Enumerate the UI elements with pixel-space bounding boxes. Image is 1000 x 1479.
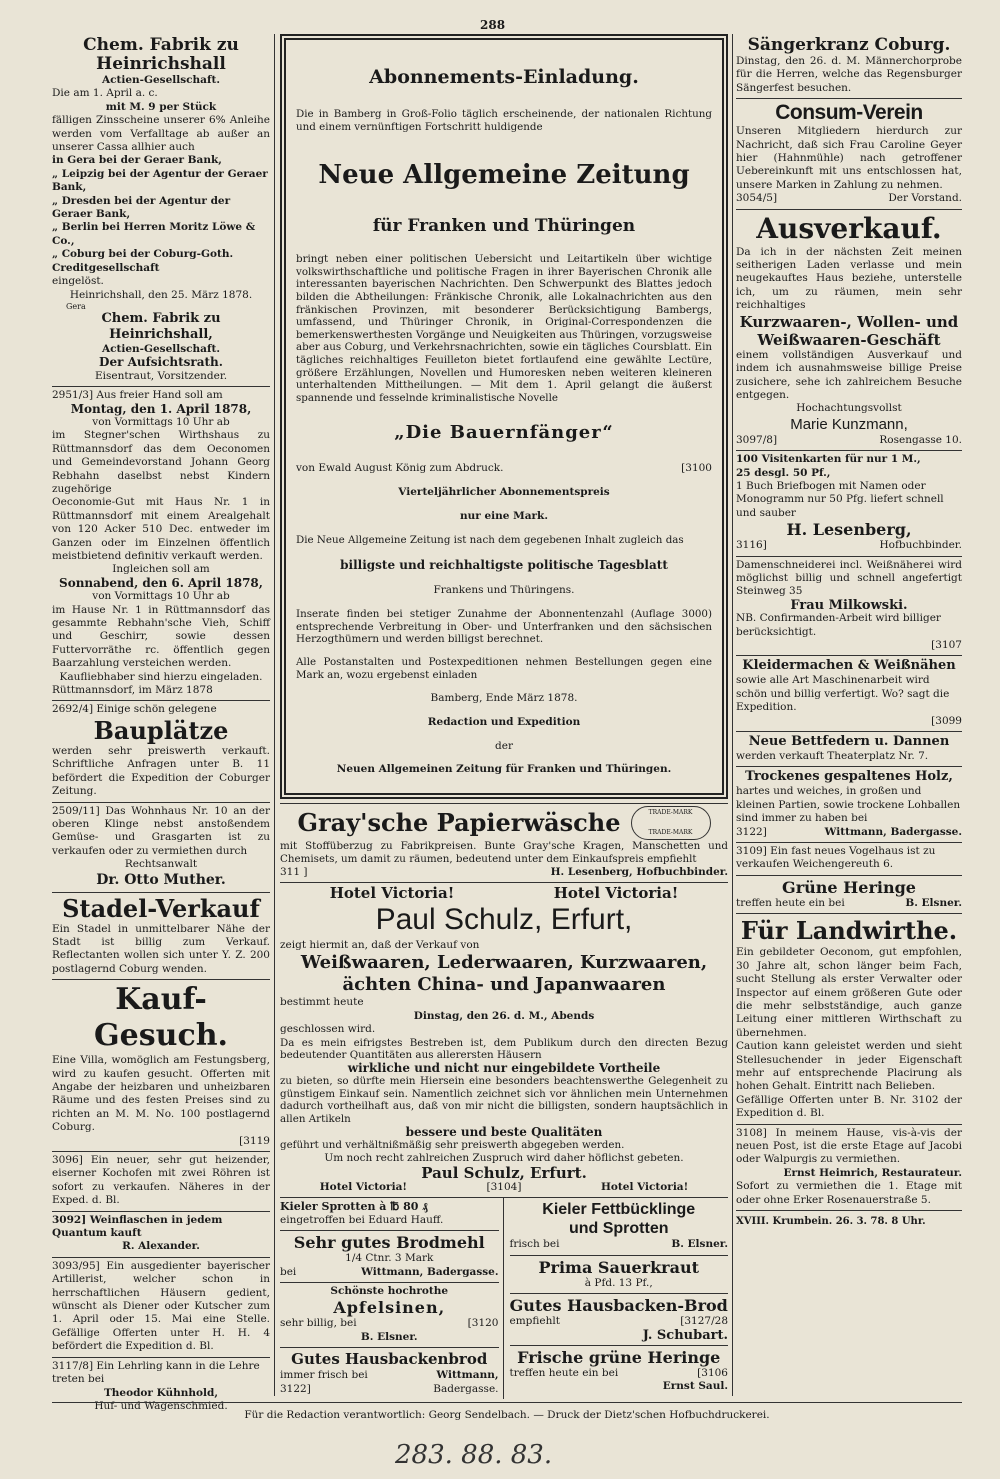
- novel-title: „Die Bauernfänger“: [394, 422, 614, 444]
- ad-text: eingelöst.: [52, 275, 104, 288]
- ad-sauerkraut: [510, 1256, 729, 1294]
- ad-signature: Frau Milkowski.: [790, 597, 908, 613]
- ad-signature: Marie Kunzmann,: [790, 415, 908, 433]
- ad-goods: ächten China- und Japanwaaren: [342, 974, 666, 996]
- ad-line: [280, 1383, 499, 1396]
- ad-line: [296, 462, 712, 475]
- ad-title: Chem. Fabrik zu Heinrichshall: [83, 35, 239, 74]
- ad-text: Kieler Sprotten à ℔ 80 ₰: [280, 1200, 428, 1214]
- ad-text: billigste und reichhaltigste politische Tagesblatt: [340, 557, 668, 572]
- ad-text: hartes und weiches, in großen und kleinen Partien, sowie trockene Lohballen sind immer zu haben bei: [736, 785, 961, 825]
- ad-text: Heinrichshall, den 25. März 1878.: [69, 288, 253, 301]
- ad-text: Vierteljährlicher Abonnementspreis: [398, 486, 610, 499]
- ad-fettbuecklinge: [510, 1198, 729, 1255]
- ad-line: [280, 866, 728, 879]
- ad-title: Hotel Victoria!: [553, 883, 679, 902]
- ad-line: [736, 192, 962, 205]
- ad-signature: Ernst Heimrich, Restaurateur.: [783, 1166, 962, 1179]
- ad-title: Für Landwirthe.: [740, 916, 958, 946]
- ad-number: [3106: [697, 1366, 728, 1379]
- ad-title: Sängerkranz Coburg.: [747, 35, 951, 55]
- ad-text: Rechtsanwalt: [124, 858, 198, 871]
- ad-signature: B. Elsner.: [671, 1238, 728, 1251]
- merchant-name: Paul Schulz, Erfurt,: [375, 902, 633, 936]
- small-ads-right: [504, 1198, 729, 1399]
- ad-text: Da ich in der nächsten Zeit meinen seitherigen Laden verlasse und mein neugekauftes Haus beziehe, unterstelle ich, um zu räumen, mein sehr reichhaltiges: [736, 245, 962, 312]
- ad-text: 3092] Weinflaschen in jedem Quantum kauft: [52, 1213, 223, 1240]
- ad-text: Rosengasse 10.: [879, 433, 962, 446]
- ad-text: 3109] Ein fast neues Vogelhaus ist zu verkaufen Weichengereuth 6.: [736, 845, 936, 871]
- ad-title: Prima Sauerkraut: [538, 1257, 699, 1277]
- ad-text: Dr. Otto Muther.: [96, 871, 226, 888]
- ad-stadel: [52, 893, 270, 981]
- column-right: [736, 34, 962, 1396]
- ad-kieler-sprotten: [280, 1198, 499, 1231]
- ad-number: [3120: [467, 1317, 499, 1330]
- ad-number: 3122]: [280, 1382, 311, 1395]
- ad-title: und Sprotten: [568, 1220, 669, 1238]
- ad-text: treffen heute ein bei: [736, 896, 845, 909]
- ad-text: Inserate finden bei stetiger Zunahme der Abonnentenzahl (Auflage 3000) entsprechende Verbreitung in Ober- und Unterfranken und den sächsischen Herzogthümern und werden billigst berechnet.: [296, 607, 712, 646]
- ad-weinflaschen: [52, 1212, 270, 1258]
- ad-number: 3122]: [736, 825, 767, 838]
- column-rule: [732, 34, 733, 1396]
- ad-number: 3054/5]: [736, 192, 778, 205]
- ad-text: Hotel Victoria!: [600, 1180, 689, 1193]
- ad-text: Die Neue Allgemeine Zeitung ist nach dem gegebenen Inhalt zugleich das: [296, 534, 684, 547]
- ad-text: Da es mein eifrigstes Bestreben ist, dem Publikum durch den directen Bezug bedeutender Quantitäten aus allerersten Häusern: [280, 1036, 728, 1062]
- ad-consum-verein: [736, 99, 962, 209]
- ad-text: à Pfd. 13 Pf.,: [584, 1276, 653, 1289]
- ad-text: 1/4 Ctnr. 3 Mark: [345, 1252, 434, 1265]
- ad-heinrichshall: [52, 34, 270, 387]
- ad-text: von Vormittags 10 Uhr ab: [92, 415, 230, 428]
- trademark-seal: [631, 806, 711, 840]
- ad-text: bestimmt heute: [280, 996, 364, 1009]
- ad-visitenkarten: [736, 451, 962, 556]
- ad-wohnhaus: [52, 803, 270, 893]
- ad-gruene-heringe: [510, 1346, 729, 1397]
- trademark-text: TRADE-MARK: [648, 809, 693, 817]
- ad-text: in Gera bei der Geraer Bank,: [52, 154, 222, 167]
- ad-title: Kleidermachen & Weißnähen: [742, 658, 956, 674]
- ad-text: Kaufliebhaber sind hierzu eingeladen.: [59, 670, 263, 683]
- ad-text: nur eine Mark.: [460, 510, 548, 523]
- ad-title: Ausverkauf.: [756, 211, 942, 245]
- ad-kaufgesuch: [52, 980, 270, 1152]
- ad-text: mit M. 9 per Stück: [105, 100, 217, 113]
- ad-title: Bauplätze: [93, 715, 229, 745]
- ad-text: von Vormittags 10 Uhr ab: [92, 590, 230, 603]
- ad-title: Gray'sche Papierwäsche: [297, 808, 621, 838]
- ad-text: Oeconomie-Gut mit Haus Nr. 1 in Rüttmannsdorf mit einem Arealgehalt von 120 Acker 510 Dec. entweder im Ganzen oder im Einzelnen öffentlich meistbietend definitiv verkauft werden.: [52, 496, 270, 562]
- ad-ruettmannsdorf: [52, 387, 270, 701]
- ad-title: Gutes Hausbackenbrod: [291, 1350, 488, 1369]
- ad-text: Badergasse.: [433, 1382, 499, 1395]
- ad-header: [280, 806, 728, 840]
- ad-title: Kauf-Gesuch.: [94, 982, 228, 1054]
- ad-vermiethung: [736, 1125, 962, 1211]
- ad-line: [736, 539, 962, 552]
- ad-text: 2951/3] Aus freier Hand soll am: [52, 389, 223, 402]
- ad-text: Chem. Fabrik zu Heinrichshall,: [101, 310, 221, 342]
- ad-title: Consum-Verein: [775, 101, 923, 125]
- ad-signature: Wittmann,: [436, 1369, 499, 1382]
- ad-abonnement: [280, 34, 728, 799]
- ad-text: bei: [280, 1265, 297, 1278]
- ad-text: „ Dresden bei der Agentur der Geraer Bank,: [52, 194, 231, 221]
- ad-text: fälligen Zinsscheine unserer 6% Anleihe werden vom Verfalltage ab außer an unserer Cassa allhier auch: [52, 114, 270, 154]
- ad-title: Abonnements-Einladung.: [369, 66, 639, 88]
- ad-text: Schönste hochrothe: [330, 1284, 449, 1297]
- ad-line: [280, 1317, 499, 1330]
- ad-number: [3099: [931, 714, 962, 727]
- ad-kleidermachen: [736, 656, 962, 732]
- small-ads-grid: [280, 1198, 728, 1399]
- ad-vogelhaus: [736, 843, 962, 876]
- trademark-text: TRADE-MARK: [648, 829, 693, 837]
- ad-text: Bamberg, Ende März 1878.: [430, 691, 578, 704]
- ad-text: zu bieten, so dürfte mein Hiersein eine besonders beachtenswerthe Gelegenheit zu günstigem Einkauf sein. Namentlich zeichnet sich vor ähnlichen mein Unternehmen dadurch vortheilhaft aus, daß von mir nicht die billigsten, sondern hauptsächlich in allen Artikeln: [280, 1075, 728, 1125]
- ad-line: [280, 1369, 499, 1382]
- ad-text: Rüttmannsdorf, im März 1878: [52, 684, 213, 697]
- ad-text: Der Aufsichtsrath.: [99, 355, 223, 370]
- ad-number: 3116]: [736, 539, 767, 552]
- ad-signature: Paul Schulz, Erfurt.: [421, 1163, 587, 1182]
- ad-text: Gefällige Offerten unter B. Nr. 3102 der Expedition d. Bl.: [736, 1093, 962, 1120]
- ad-text: eingetroffen bei Eduard Hauff.: [280, 1213, 444, 1226]
- ad-title: Trockenes gespaltenes Holz,: [745, 769, 953, 785]
- ad-text: Sonnabend, den 6. April 1878,: [59, 575, 263, 590]
- ad-line: [736, 897, 962, 910]
- column-rule: [274, 34, 275, 1396]
- ad-subtitle: für Franken und Thüringen: [372, 216, 636, 237]
- page-number: 288: [480, 18, 506, 32]
- ad-line: [510, 1315, 729, 1328]
- ad-gray: [280, 803, 728, 883]
- ad-text: Kurzwaaren-, Wollen- und Weißwaaren-Geschäft: [739, 312, 959, 349]
- ad-text: Ingleichen soll am: [112, 563, 210, 576]
- ad-signature: B. Elsner.: [905, 896, 962, 909]
- ad-signature: Wittmann, Badergasse.: [824, 825, 962, 838]
- ad-number: [3127/28: [680, 1315, 728, 1328]
- ad-line: [510, 1238, 729, 1251]
- ad-signature: H. Lesenberg, Hofbuchbinder.: [550, 865, 728, 878]
- ad-text: Sofort zu vermiethen die 1. Etage mit oder ohne Erker Rosenauerstraße 5.: [736, 1180, 962, 1206]
- ad-text: Alle Postanstalten und Postexpeditionen nehmen Bestellungen gegen eine Mark an, wozu ergebenst einladen: [296, 656, 712, 681]
- ad-text: Dinstag, den 26. d. M. Männerchorprobe für die Herren, welche das Regensburger Sängerfest besuchen.: [736, 55, 962, 94]
- ad-text: Um noch recht zahlreichen Zuspruch wird daher höflichst gebeten.: [324, 1151, 684, 1164]
- ad-text: frisch bei: [509, 1238, 560, 1251]
- small-ads-left: [280, 1198, 504, 1399]
- ad-text: geschlossen wird.: [280, 1023, 376, 1036]
- ad-text: „ Berlin bei Herren Moritz Löwe & Co.,: [52, 221, 256, 247]
- ad-text: 100 Visitenkarten für nur 1 M.,: [736, 453, 921, 466]
- ad-text: Theodor Kühnhold,: [103, 1386, 219, 1399]
- ad-gruene-heringe-right: [736, 876, 962, 914]
- ad-text: NB. Confirmanden-Arbeit wird billiger berücksichtigt.: [736, 612, 941, 638]
- ad-text: 1 Buch Briefbogen mit Namen oder Monogramm nur 50 Pfg. liefert schnell und sauber: [736, 479, 944, 519]
- ad-text: einem vollständigen Ausverkauf und indem ich ausnahmsweise billige Preise zusichere, sehe ich zahlreichem Besuche entgegen.: [736, 348, 962, 401]
- ad-text: Montag, den 1. April 1878,: [70, 401, 252, 416]
- ad-bettfedern: [736, 732, 962, 767]
- ad-text: von Ewald August König zum Abdruck.: [296, 462, 504, 475]
- ad-text: Neuen Allgemeinen Zeitung für Franken und Thüringen.: [336, 763, 672, 776]
- ad-text: sowie alle Art Maschinenarbeit wird schön und billig verfertigt. Wo? sagt die Expedition.: [736, 674, 950, 714]
- ad-header: [280, 885, 728, 901]
- ad-text: im Stegner'schen Wirthshaus zu Rüttmannsdorf das dem Oeconomen und Gemeindevorstand Johann Georg Rebhahn daselbst nebst Kindern zugehörige: [52, 429, 270, 495]
- ad-text: empfiehlt: [509, 1315, 560, 1328]
- ad-number: [3107: [931, 639, 962, 651]
- ad-text: wirkliche und nicht nur eingebildete Vortheile: [347, 1060, 661, 1075]
- ad-holz: [736, 767, 962, 843]
- ad-text: Redaction und Expedition: [427, 715, 581, 728]
- ad-text: Ein Stadel in unmittelbarer Nähe der Stadt ist billig zum Verkauf. Reflectanten wollen sich unter Y. Z. 200 postlagernd Coburg wenden.: [52, 922, 270, 975]
- ad-text: werden sehr preiswerth verkauft. Schriftliche Anfragen unter B. 11 befördert die Expedition der Coburger Zeitung.: [52, 744, 270, 798]
- ad-number: [3104]: [486, 1180, 522, 1193]
- ad-text: Gera: [66, 301, 86, 311]
- ad-title: Sehr gutes Brodmehl: [293, 1233, 485, 1253]
- ad-text: im Hause Nr. 1 in Rüttmannsdorf das gesammte Rebhahn'sche Vieh, Schiff und Geschirr, sowie dessen Futtervorräthe rc. öffentlich gegen Baarzahlung versteichen werden.: [52, 603, 270, 670]
- ad-text: bringt neben einer politischen Uebersicht und Leitartikeln über wichtige volkswirthschaftliche und politische Fragen in ihrer Bayerischen Chronik alle interessanten bayerischen Nachrichten. Den Schwerpunkt des Blattes jedoch bilden die Abtheilungen: Fränkische Chronik, alle Lokalnachrichten aus den fränkischen Provinzen, mit besonderer Berücksichtigung Bambergs, umfassend, und Thüringer Chronik, in Original-Correspondenzen die bemerkenswerthesten Vorgänge und Neuigkeiten aus Thüringen, vorzugsweise aber aus Coburg, und Verkehrsnachrichten, sowie ein tägliches Coursblatt. Ein tägliches reichhaltiges Feuilleton bietet fortlaufend eine gewählte Lectüre, größere Erzählungen, Novellen und Humoresken neben weiteren kleineren unterhaltenden Mittheilungen. — Mit dem 1. April gelangt die äußerst spannende und fesselnde kriminalistische Novelle: [296, 253, 712, 404]
- ad-title: Stadel-Verkauf: [62, 893, 260, 923]
- ad-text: geführt und verhältnißmäßig sehr preiswerth abgegeben werden.: [280, 1138, 625, 1151]
- ad-line: [736, 434, 962, 447]
- column-left: [52, 34, 270, 1412]
- ad-damenschneiderei: [736, 557, 962, 657]
- ad-ausverkauf: [736, 210, 962, 451]
- ad-signature: J. Schubart.: [642, 1327, 728, 1343]
- ad-text: „ Coburg bei der Coburg-Goth. Creditgesellschaft: [52, 248, 234, 274]
- ad-text: 25 desgl. 50 Pf.,: [736, 466, 831, 479]
- ad-text: werden verkauft Theaterplatz Nr. 7.: [736, 750, 929, 763]
- ad-text: R. Alexander.: [122, 1240, 200, 1253]
- newspaper-title: Neue Allgemeine Zeitung: [318, 160, 690, 191]
- ad-text: bessere und beste Qualitäten: [405, 1124, 603, 1139]
- ad-text: immer frisch bei: [280, 1369, 368, 1382]
- ad-line: [510, 1367, 729, 1380]
- ad-hausbackenbrod: [280, 1348, 499, 1399]
- imprint-footer: Für die Redaction verantwortlich: Georg Sendelbach. — Druck der Dietz'schen Hofbuchdruckerei.: [52, 1402, 962, 1421]
- ad-signature: H. Lesenberg,: [786, 520, 912, 540]
- ad-text: Dinstag, den 26. d. M., Abends: [413, 1009, 595, 1022]
- ad-text: Caution kann geleistet werden und sieht Stellesuchender in jeder Eigenschaft mehr auf entsprechende Placirung als hohen Gehalt. Eintritt nach Belieben.: [736, 1040, 962, 1093]
- ad-goods: Weißwaaren, Lederwaaren, Kurzwaaren,: [300, 952, 708, 974]
- ad-line: [736, 826, 962, 839]
- ad-text: Damenschneiderei incl. Weißnäherei wird möglichst billig und schnell angefertigt Steinweg 35: [736, 558, 962, 598]
- print-stamp: XVIII. Krumbein. 26. 3. 78. 8 Uhr.: [736, 1216, 926, 1227]
- ad-line: [280, 1266, 499, 1279]
- ad-text: Actien-Gesellschaft.: [101, 342, 221, 355]
- ad-text: Huf- und Wagenschmied.: [94, 1399, 228, 1412]
- ad-text: treffen heute ein bei: [509, 1366, 619, 1379]
- ad-artillerist: [52, 1258, 270, 1358]
- ad-title: Hotel Victoria!: [329, 883, 455, 902]
- handwritten-note: 283. 88. 83.: [395, 1440, 553, 1470]
- ad-text: zeigt hiermit an, daß der Verkauf von: [280, 938, 480, 951]
- ad-line: [280, 1181, 728, 1194]
- ad-text: 3108] In meinem Hause, vis-à-vis der neuen Post, ist die erste Etage auf Jacobi oder Walpurgis zu vermiethen.: [736, 1126, 962, 1166]
- ad-title: Frische grüne Heringe: [517, 1347, 721, 1367]
- ad-title: Neue Bettfedern u. Dannen: [748, 734, 950, 750]
- ad-text: Unseren Mitgliedern hierdurch zur Nachricht, daß sich Frau Caroline Geyer hier (Hahnmühle) nach getroffener Uebereinkunft mit uns entschlossen hat, unsere Marken in Zahlung zu nehmen.: [736, 125, 962, 191]
- ad-text: 3117/8] Ein Lehrling kann in die Lehre treten bei: [52, 1359, 260, 1386]
- ad-title: Gutes Hausbacken-Brod: [509, 1296, 728, 1316]
- ad-title: Kieler Fettbücklinge: [542, 1201, 696, 1219]
- ad-number: 3097/8]: [736, 433, 778, 446]
- ad-text: Eine Villa, womöglich am Festungsberg, wird zu kaufen gesucht. Offerten mit Angabe der heizbaren und unheizbaren Räume und des festen Preises sind zu richten an M. M. No. 100 postlagernd Coburg.: [52, 1054, 270, 1134]
- ad-text: 2692/4] Einige schön gelegene: [52, 703, 217, 716]
- ad-text: Hofbuchbinder.: [879, 539, 962, 552]
- ad-text: Frankens und Thüringens.: [433, 584, 575, 597]
- ad-text: 3093/95] Ein ausgedienter bayerischer Artillerist, welcher schon in herrschaftlichen Häusern gedient, wünscht als Diener oder Kutscher zum 1. April oder 15. Mai eine Stelle. Gefällige Offerten unter H. H. 4 befördert die Expedition d. Bl.: [52, 1259, 270, 1353]
- ad-hausbacken-brod: [510, 1294, 729, 1346]
- ad-title: Grüne Heringe: [782, 877, 916, 897]
- ad-text: Die in Bamberg in Groß-Folio täglich erscheinende, der nationalen Richtung und einem vernünftigen Fortschritt huldigende: [296, 108, 712, 133]
- ad-text: 3096] Ein neuer, sehr gut heizender, eiserner Kochofen mit zwei Röhren ist sofort zu verkaufen. Näheres in der Exped. d. Bl.: [52, 1154, 270, 1207]
- ad-text: Eisentraut, Vorsitzender.: [94, 369, 228, 382]
- ad-hotel-victoria: [280, 883, 728, 1198]
- column-middle: [280, 34, 728, 1396]
- ad-bauplaetze: [52, 701, 270, 802]
- ad-signature: Wittmann, Badergasse.: [361, 1265, 499, 1278]
- ad-apfelsinen: [280, 1283, 499, 1348]
- ad-text: Hotel Victoria!: [319, 1180, 407, 1193]
- ad-saengerkranz: [736, 34, 962, 99]
- ad-number: [3100: [681, 462, 712, 475]
- ad-brodmehl: [280, 1231, 499, 1283]
- ad-text: „ Leipzig bei der Agentur der Geraer Bank,: [52, 167, 268, 194]
- ad-kochofen: [52, 1152, 270, 1212]
- ad-subtitle: Actien-Gesellschaft.: [101, 74, 221, 86]
- ad-text: mit Stoffüberzug zu Fabrikpreisen. Bunte Gray'sche Kragen, Manschetten und Chemisets, um damit zu räumen, bedeutend unter dem Einkaufspreis empfiehlt: [280, 840, 728, 865]
- ad-text: der: [495, 739, 513, 752]
- ad-text: [3119: [239, 1134, 270, 1147]
- ad-text: Ein gebildeter Oeconom, gut empfohlen, 30 Jahre alt, schon länger beim Fach, sucht Stellung als erster Verwalter oder Inspector auf einem größeren Gute oder die mehr selbstständige, auch ganze Leitung einer mittleren Wirthschaft zu übernehmen.: [736, 946, 962, 1039]
- ad-number: 311 ]: [280, 865, 308, 878]
- ad-text: Die am 1. April a. c.: [52, 87, 158, 100]
- ad-text: 2509/11] Das Wohnhaus Nr. 10 an der oberen Klinge nebst anstoßendem Gemüse- und Grasgarten ist zu verkaufen oder zu vermiethen durch: [52, 804, 270, 857]
- ad-signature: Ernst Saul.: [662, 1380, 728, 1393]
- ad-signature: Der Vorstand.: [888, 192, 962, 205]
- ad-title: Apfelsinen,: [333, 1298, 446, 1318]
- ad-text: sehr billig, bei: [280, 1317, 357, 1330]
- ad-text: Hochachtungsvollst: [796, 402, 902, 415]
- ad-landwirthe: [736, 914, 962, 1124]
- ad-signature: B. Elsner.: [360, 1330, 418, 1343]
